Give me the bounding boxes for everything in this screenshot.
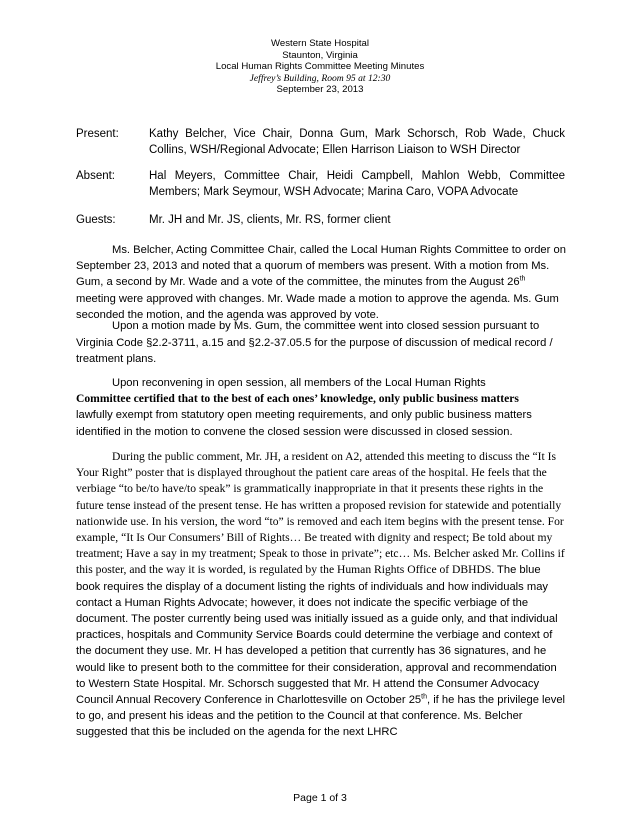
header-location: Staunton, Virginia (282, 49, 358, 61)
absent-label: Absent: (76, 170, 115, 182)
p4-text-b: The blue book requires the display of a document listing the rights of individuals and how individuals may contact a Human Rights Advocate; however, it does not indicate the specific verbiage of the document. The poster currently being used was initially issued as a guide only, and that individual practices, hospitals and Community Service Boards could determine the verbiage and context of the document they use. Mr. H has developed a petition that currently has 36 signatures, and he would like to present both to the committee for their consideration, approval and recommendation to Western State Hospital. Mr. Schorsch suggested that Mr. H attend the Consumer Advocacy Council Annual Recovery Conference in Charlottesville on October 25 (76, 564, 558, 707)
p4-text-c: , if he has the privilege level to go, and present his ideas and the petition to the Council at that conference. Ms. Belcher suggested that this be included on the agenda for the next LHRC (76, 694, 566, 739)
p4-sup: th (421, 693, 427, 701)
present-list: Kathy Belcher, Vice Chair, Donna Gum, Mark Schorsch, Rob Wade, Chuck Collins, WSH/Regional Advocate; Ellen Harrison Liaison to WSH Director (149, 128, 565, 156)
paragraph-closed-session (76, 318, 566, 368)
p1-text-a: Ms. Belcher, Acting Committee Chair, called the Local Human Rights Committee to order on September 23, 2013 and noted that a quorum of members was present. With a motion from Ms. Gum, a second by Mr. Wade and a vote of the committee, the minutes from the August 26 (76, 244, 566, 289)
p3-text-a: Upon reconvening in open session, all members of the Local Human Rights (112, 377, 486, 389)
paragraph-call-to-order (76, 242, 566, 323)
header-venue: Jeffrey’s Building, Room 95 at 12:30 (249, 72, 391, 84)
header-org: Western State Hospital (271, 38, 369, 49)
absent-list: Hal Meyers, Committee Chair, Heidi Campbell, Mahlon Webb, Committee Members; Mark Seymour, WSH Advocate; Marina Caro, VOPA Advocate (149, 170, 565, 198)
p4-text-a: During the public comment, Mr. JH, a resident on A2, attended this meeting to discuss the “It Is Your Right” poster that is displayed throughout the patient care areas of the hospital. He feels that the verbiage “to be/to have/to speak” is grammatically inappropriate in that it presents these rights in the future tense instead of the present tense. He has written a proposed revision for statewide and potentially nationwide use. In his version, the word “to” is removed and each item begins with the present tense. For example, “It Is Our Consumers’ Bill of Rights… Be treated with dignity and respect; Be told about my treatment; Have a say in my treatment; Speak to those in private”; etc… Ms. Belcher asked Mr. Collins if this poster, and the way it is worded, is regulated by the Human Rights Office of DBHDS. (76, 450, 565, 577)
p1-text-b: meeting were approved with changes. Mr. Wade made a motion to approve the agenda. Ms. Gum seconded the motion, and the agenda was approved by vote. (76, 292, 559, 321)
page-number: Page 1 of 3 (293, 792, 347, 804)
present-label: Present: (76, 128, 119, 140)
p1-sup: th (519, 275, 526, 283)
header-title: Local Human Rights Committee Meeting Minutes (215, 61, 425, 73)
guests-list: Mr. JH and Mr. JS, clients, Mr. RS, former client (149, 214, 391, 226)
p2-text: Upon a motion made by Ms. Gum, the committee went into closed session pursuant to Virginia Code §2.2-3711, a.15 and §2.2-37.05.5 for the purpose of discussion of medical record / treatment plans. (76, 320, 553, 365)
header-date: September 23, 2013 (276, 84, 364, 96)
document-header (0, 38, 640, 96)
paragraph-reconvene (76, 375, 566, 440)
guests-label: Guests: (76, 214, 116, 226)
paragraph-public-comment (76, 449, 566, 741)
p3-text-b: Committee certified that to the best of each ones’ knowledge, only public business matters (76, 392, 519, 406)
p3-text-c: lawfully exempt from statutory open meeting requirements, and only public business matters identified in the motion to convene the closed session were discussed in closed session. (76, 409, 532, 438)
